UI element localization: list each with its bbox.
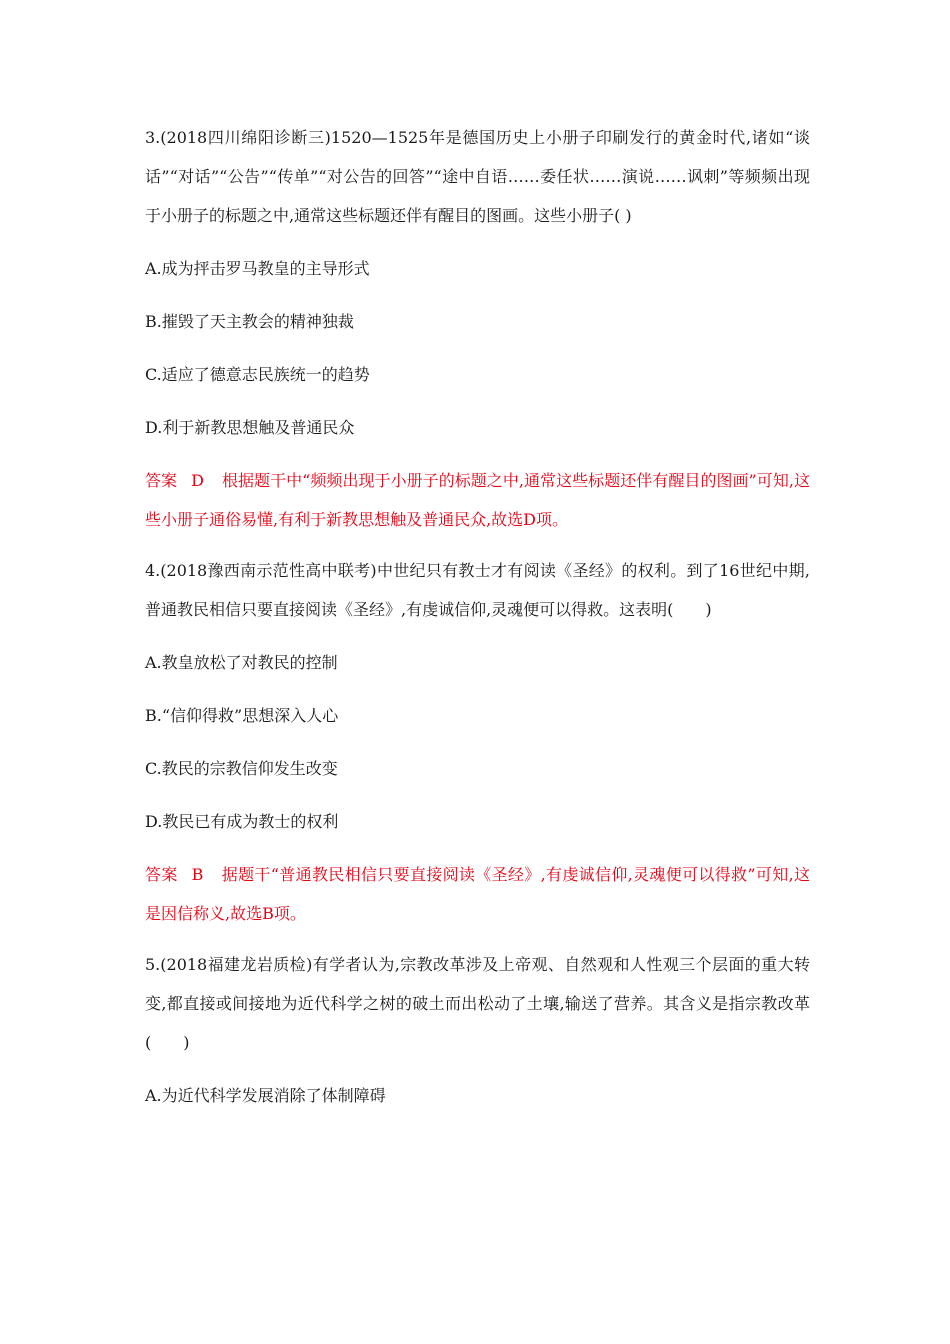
option-a: A.为近代科学发展消除了体制障碍 <box>145 1086 386 1105</box>
answer-text: 据题干“普通教民相信只要直接阅读《圣经》,有虔诚信仰,灵魂便可以得救”可知,这是因信称义,故选B项。 <box>145 865 810 923</box>
document-page <box>145 118 810 1115</box>
question-stem: 5.(2018福建龙岩质检)有学者认为,宗教改革涉及上帝观、自然观和人性观三个层面的重大转变,都直接或间接地为近代科学之树的破土而出松动了土壤,输送了营养。其含义是指宗教改革( ) <box>145 955 810 1052</box>
answer-letter: B <box>191 865 204 884</box>
option-a: A.教皇放松了对教民的控制 <box>145 653 338 672</box>
question-stem: 4.(2018豫西南示范性高中联考)中世纪只有教士才有阅读《圣经》的权利。到了16世纪中期,普通教民相信只要直接阅读《圣经》,有虔诚信仰,灵魂便可以得救。这表明( ) <box>145 561 810 619</box>
question-4 <box>145 551 810 933</box>
answer-label: 答案 <box>145 471 178 490</box>
answer-label: 答案 <box>145 865 178 884</box>
option-c: C.适应了德意志民族统一的趋势 <box>145 365 370 384</box>
option-d: D.教民已有成为教士的权利 <box>145 812 339 831</box>
question-3 <box>145 118 810 539</box>
option-c: C.教民的宗教信仰发生改变 <box>145 759 338 778</box>
answer-explanation <box>145 855 810 933</box>
option-b: B.“信仰得救”思想深入人心 <box>145 706 339 725</box>
answer-letter: D <box>191 471 204 490</box>
answer-explanation <box>145 461 810 539</box>
option-b: B.摧毁了天主教会的精神独裁 <box>145 312 354 331</box>
question-stem: 3.(2018四川绵阳诊断三)1520—1525年是德国历史上小册子印刷发行的黄金时代,诸如“谈话”“对话”“公告”“传单”“对公告的回答”“途中自语……委任状……演说……讽刺”等频频出现于小册子的标题之中,通常这些标题还伴有醒目的图画。这些小册子( ) <box>145 128 810 225</box>
option-a: A.成为抨击罗马教皇的主导形式 <box>145 259 370 278</box>
answer-text: 根据题干中“频频出现于小册子的标题之中,通常这些标题还伴有醒目的图画”可知,这些小册子通俗易懂,有利于新教思想触及普通民众,故选D项。 <box>145 471 810 529</box>
option-d: D.利于新教思想触及普通民众 <box>145 418 355 437</box>
question-5 <box>145 945 810 1115</box>
